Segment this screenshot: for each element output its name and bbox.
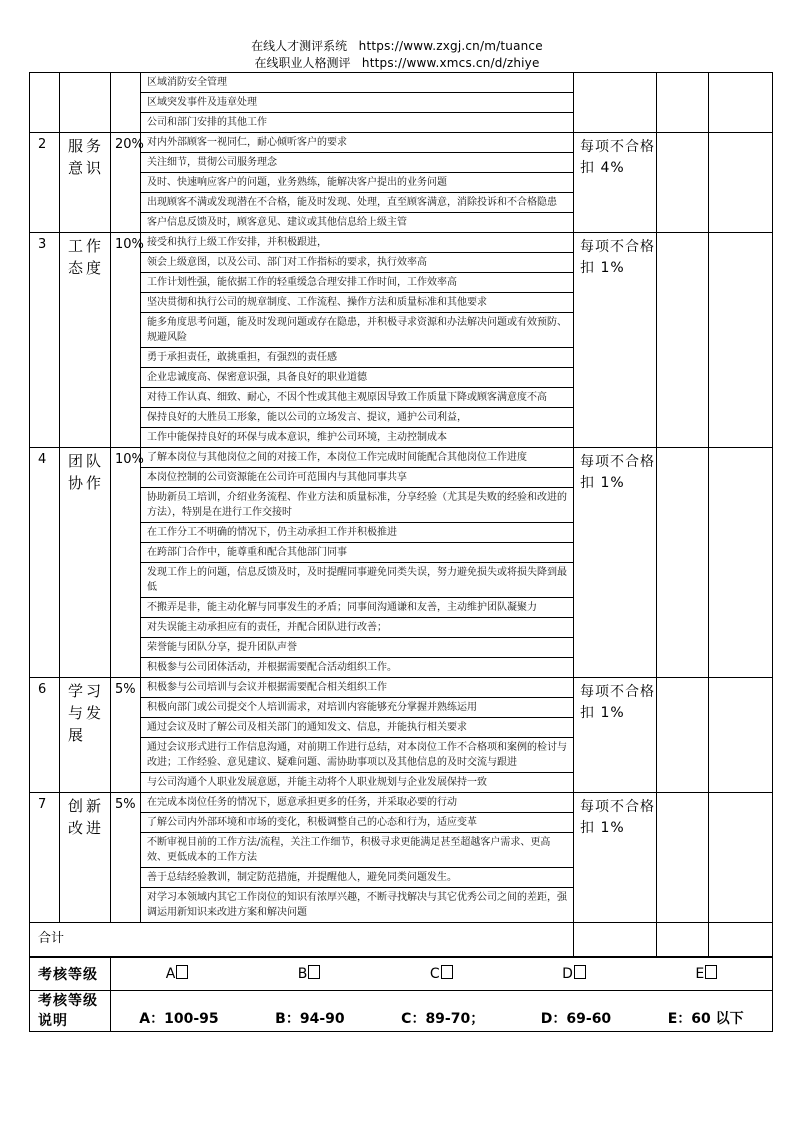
criteria-item: 荣誉能与团队分享，提升团队声誉 <box>141 638 573 658</box>
grade-row <box>30 957 773 991</box>
criteria-item: 积极参与公司团体活动，并根据需要配合活动组织工作。 <box>147 662 397 673</box>
criteria-item: 坚决贯彻和执行公司的规章制度、工作流程、操作方法和质量标准和其他要求 <box>141 293 573 313</box>
criteria-item: 勇于承担责任，敢挑重担，有强烈的责任感 <box>141 348 573 368</box>
criteria-item: 不搬弄是非，能主动化解与同事发生的矛盾；同事间沟通谦和友善，主动维护团队凝聚力 <box>141 598 573 618</box>
total-label: 合计 <box>30 923 574 958</box>
section-row <box>30 448 773 678</box>
checkbox-icon[interactable] <box>441 965 453 979</box>
section-number: 4 <box>30 448 60 678</box>
section-standard: 每项不合格扣 1% <box>574 793 657 923</box>
top-item: 区域消防安全管理 <box>141 73 573 93</box>
top-continuation-row <box>30 73 773 133</box>
grade-option[interactable] <box>562 965 586 982</box>
criteria-item: 发现工作上的问题，信息反馈及时，及时提醒同事避免同类失误，努力避免损失或将损失降到最低 <box>141 563 573 598</box>
criteria-item: 客户信息反馈及时，顾客意见、建议或其他信息给上级主管 <box>147 217 407 228</box>
header-line-2 <box>0 55 794 71</box>
top-item: 公司和部门安排的其他工作 <box>147 117 267 128</box>
criteria-item: 在跨部门合作中，能尊重和配合其他部门同事 <box>141 543 573 563</box>
header-url-2[interactable]: https://www.xmcs.cn/d/zhiye <box>361 56 540 70</box>
grade-option[interactable] <box>695 965 717 982</box>
grade-option-label: C <box>429 966 440 982</box>
items-list <box>141 793 573 922</box>
grade-range: C：89-70； <box>401 1011 485 1027</box>
section-items <box>141 233 574 448</box>
section-name: 服务意识 <box>60 133 111 233</box>
grade-option[interactable] <box>166 965 189 982</box>
criteria-item: 通过会议形式进行工作信息沟通，对前期工作进行总结，对本岗位工作不合格项和案例的检讨与改进；工作经验、意见建议、疑难问题、需协助事项以及其他信息的及时交流与跟进 <box>141 738 573 773</box>
score-cell <box>657 793 709 923</box>
top-items <box>141 73 573 132</box>
grade-range: D：69-60 <box>540 1011 612 1027</box>
checkbox-icon[interactable] <box>574 965 586 979</box>
grade-label: 考核等级 <box>30 957 111 991</box>
remark-cell <box>709 793 773 923</box>
section-number: 2 <box>30 133 60 233</box>
header-label-1: 在线人才测评系统 <box>251 39 348 53</box>
criteria-item: 本岗位控制的公司资源能在公司许可范围内与其他同事共享 <box>141 468 573 488</box>
remark-cell <box>709 133 773 233</box>
checkbox-icon[interactable] <box>705 965 717 979</box>
top-item: 区域突发事件及违章处理 <box>141 93 573 113</box>
criteria-item: 工作中能保持良好的环保与成本意识，维护公司环境，主动控制成本 <box>147 432 447 443</box>
section-row <box>30 678 773 793</box>
score-cell <box>657 233 709 448</box>
section-name: 工作态度 <box>60 233 111 448</box>
criteria-item: 在完成本岗位任务的情况下，愿意承担更多的任务，并采取必要的行动 <box>141 793 573 813</box>
grade-desc-row <box>30 991 773 1032</box>
items-list <box>141 678 573 792</box>
criteria-item: 对失误能主动承担应有的责任，并配合团队进行改善； <box>141 618 573 638</box>
criteria-item: 及时、快速响应客户的问题，业务熟练，能解决客户提出的业务问题 <box>141 173 573 193</box>
section-row <box>30 233 773 448</box>
grade-range: E：60 以下 <box>667 1011 744 1027</box>
grade-option-label: E <box>695 966 705 982</box>
section-standard: 每项不合格扣 1% <box>574 233 657 448</box>
header-url-1[interactable]: https://www.zxgj.cn/m/tuance <box>358 39 543 53</box>
grade-option[interactable] <box>298 965 321 982</box>
criteria-item: 领会上级意图，以及公司、部门对工作指标的要求，执行效率高 <box>141 253 573 273</box>
header-label-2: 在线职业人格测评 <box>254 56 351 70</box>
section-row <box>30 793 773 923</box>
criteria-item: 不断审视目前的工作方法/流程，关注工作细节，积极寻求更能满足甚至超越客户需求、更高效、更低成本的工作方法 <box>141 833 573 868</box>
assessment-table <box>29 72 773 958</box>
section-weight: 20% <box>111 133 141 233</box>
criteria-item: 协助新员工培训，介绍业务流程、作业方法和质量标准，分享经验（尤其是失败的经验和改进的方法），特别是在进行工作交接时 <box>141 488 573 523</box>
section-standard: 每项不合格扣 1% <box>574 448 657 678</box>
score-cell <box>657 678 709 793</box>
header-line-1 <box>0 38 794 54</box>
criteria-item: 通过会议及时了解公司及相关部门的通知发文、信息，并能执行相关要求 <box>141 718 573 738</box>
remark-cell <box>709 448 773 678</box>
criteria-item: 在工作分工不明确的情况下，仍主动承担工作并积极推进 <box>141 523 573 543</box>
remark-cell <box>709 678 773 793</box>
criteria-item: 能多角度思考问题，能及时发现问题或存在隐患，并积极寻求资源和办法解决问题或有效预防、规避风险 <box>141 313 573 348</box>
section-name: 学习与发展 <box>60 678 111 793</box>
criteria-item: 对待工作认真、细致、耐心，不因个性或其他主观原因导致工作质量下降或顾客满意度不高 <box>141 388 573 408</box>
score-cell <box>657 448 709 678</box>
section-number: 6 <box>30 678 60 793</box>
grade-desc <box>111 992 772 1030</box>
grade-options <box>111 965 772 982</box>
criteria-item: 工作计划性强，能依据工作的轻重缓急合理安排工作时间，工作效率高 <box>141 273 573 293</box>
grade-option[interactable] <box>430 965 453 982</box>
section-weight: 5% <box>111 678 141 793</box>
criteria-item: 了解公司内外部环境和市场的变化，积极调整自己的心态和行为，适应变革 <box>141 813 573 833</box>
section-weight: 10% <box>111 448 141 678</box>
criteria-item: 了解本岗位与其他岗位之间的对接工作，本岗位工作完成时间能配合其他岗位工作进度 <box>141 448 573 468</box>
section-items <box>141 678 574 793</box>
criteria-item: 接受和执行上级工作安排，并积极跟进， <box>141 233 573 253</box>
grade-option-label: B <box>297 966 308 982</box>
criteria-item: 积极参与公司培训与会议并根据需要配合相关组织工作 <box>141 678 573 698</box>
criteria-item: 积极向部门或公司提交个人培训需求，对培训内容能够充分掌握并熟练运用 <box>141 698 573 718</box>
score-cell <box>657 133 709 233</box>
section-name: 创新改进 <box>60 793 111 923</box>
grade-range: B：94-90 <box>275 1011 345 1027</box>
items-list <box>141 233 573 447</box>
criteria-item: 对学习本领域内其它工作岗位的知识有浓厚兴趣，不断寻找解决与其它优秀公司之间的差距，强调运用新知识来改进方案和解决问题 <box>147 892 567 918</box>
section-items <box>141 448 574 678</box>
checkbox-icon[interactable] <box>308 965 320 979</box>
criteria-item: 出现顾客不满或发现潜在不合格，能及时发现、处理，直至顾客满意，消除投诉和不合格隐患 <box>141 193 573 213</box>
section-name: 团队协作 <box>60 448 111 678</box>
criteria-item: 对内外部顾客一视同仁，耐心倾听客户的要求 <box>141 133 573 153</box>
remark-cell <box>709 233 773 448</box>
section-items <box>141 133 574 233</box>
grade-range: A：100-95 <box>139 1011 219 1027</box>
section-standard: 每项不合格扣 1% <box>574 678 657 793</box>
criteria-item: 善于总结经验教训，制定防范措施，并提醒他人，避免同类问题发生。 <box>141 868 573 888</box>
criteria-item: 保持良好的大胜员工形象，能以公司的立场发言、提议，通护公司利益， <box>141 408 573 428</box>
section-number: 3 <box>30 233 60 448</box>
criteria-item: 企业忠诚度高、保密意识强，具备良好的职业道德 <box>141 368 573 388</box>
section-number: 7 <box>30 793 60 923</box>
checkbox-icon[interactable] <box>176 965 188 979</box>
criteria-item: 与公司沟通个人职业发展意愿，并能主动将个人职业规划与企业发展保持一致 <box>147 777 487 788</box>
grade-option-label: A <box>165 966 176 982</box>
grade-option-label: D <box>562 966 573 982</box>
items-list <box>141 448 573 677</box>
section-weight: 10% <box>111 233 141 448</box>
grade-table <box>29 956 773 1032</box>
items-list <box>141 133 573 232</box>
total-row <box>30 923 773 958</box>
section-standard: 每项不合格扣 4% <box>574 133 657 233</box>
criteria-item: 关注细节，贯彻公司服务理念 <box>141 153 573 173</box>
grade-desc-label: 考核等级说明 <box>30 991 111 1032</box>
section-items <box>141 793 574 923</box>
section-weight: 5% <box>111 793 141 923</box>
section-row <box>30 133 773 233</box>
